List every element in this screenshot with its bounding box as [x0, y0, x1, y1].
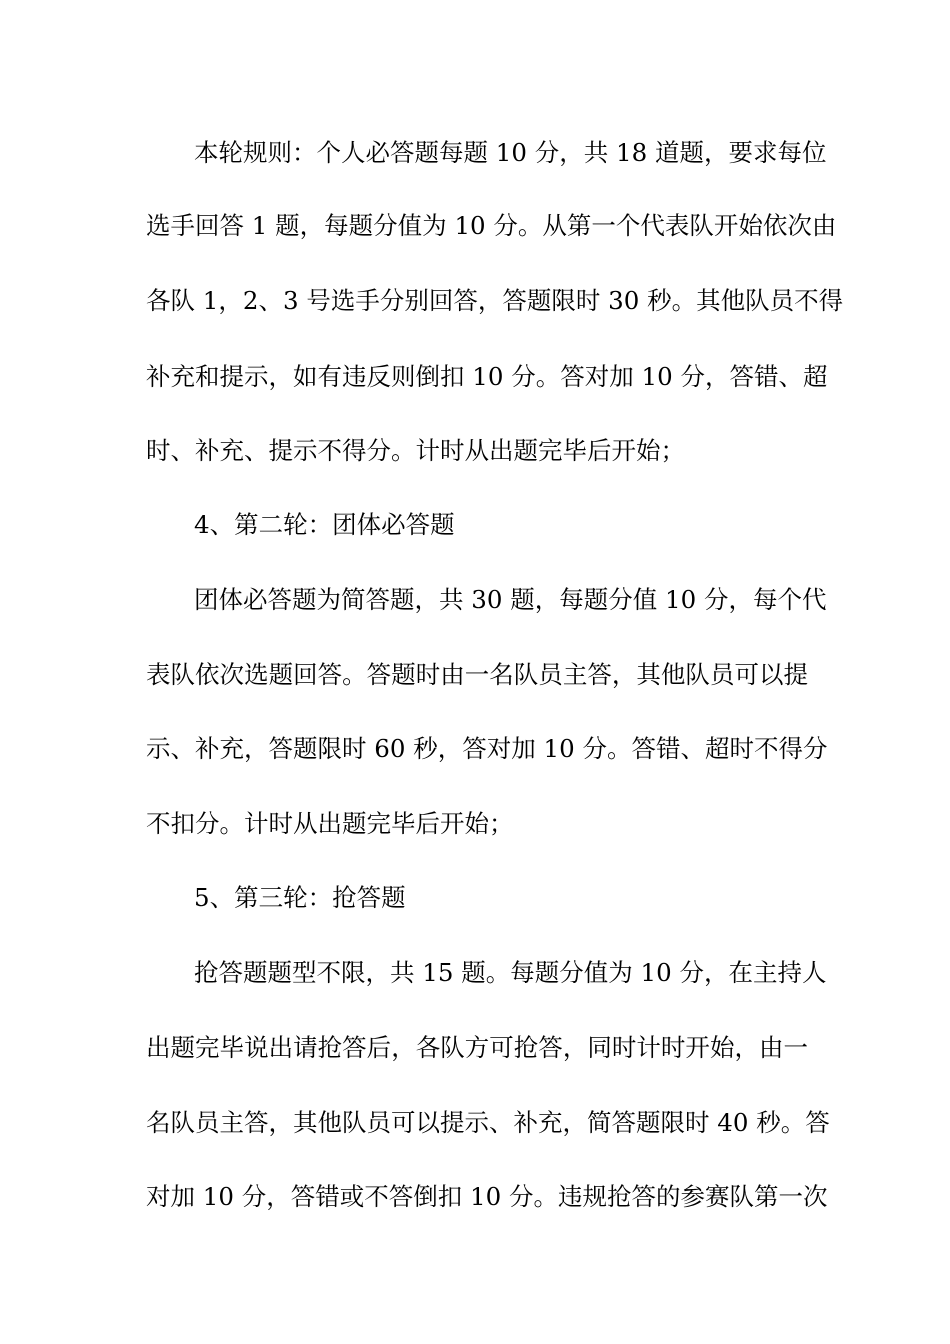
- paragraph-round2-line-4: 不扣分。计时从出题完毕后开始；: [146, 809, 514, 838]
- paragraph-rules-round1-line-1: 本轮规则：个人必答题每题 10 分，共 18 道题，要求每位: [194, 138, 827, 167]
- paragraph-rules-round1-line-5: 时、补充、提示不得分。计时从出题完毕后开始；: [146, 436, 685, 465]
- paragraph-round3-line-3: 名队员主答，其他队员可以提示、补充，简答题限时 40 秒。答: [146, 1108, 830, 1137]
- paragraph-rules-round1-line-4: 补充和提示，如有违反则倒扣 10 分。答对加 10 分，答错、超: [146, 362, 828, 391]
- paragraph-round2-line-3: 示、补充，答题限时 60 秒，答对加 10 分。答错、超时不得分: [146, 734, 828, 763]
- paragraph-round3-line-4: 对加 10 分，答错或不答倒扣 10 分。违规抢答的参赛队第一次: [146, 1182, 828, 1211]
- paragraph-round2-line-2: 表队依次选题回答。答题时由一名队员主答，其他队员可以提: [146, 660, 808, 689]
- paragraph-rules-round1-line-3: 各队 1，2、3 号选手分别回答，答题限时 30 秒。其他队员不得: [146, 286, 844, 315]
- section-heading-round3: 5、第三轮：抢答题: [194, 883, 406, 912]
- paragraph-round3-line-2: 出题完毕说出请抢答后，各队方可抢答，同时计时开始，由一: [146, 1033, 808, 1062]
- paragraph-round3-line-1: 抢答题题型不限，共 15 题。每题分值为 10 分，在主持人: [194, 958, 827, 987]
- section-heading-round2: 4、第二轮：团体必答题: [194, 510, 455, 539]
- paragraph-round2-line-1: 团体必答题为简答题，共 30 题，每题分值 10 分，每个代: [194, 585, 827, 614]
- paragraph-rules-round1-line-2: 选手回答 1 题，每题分值为 10 分。从第一个代表队开始依次由: [146, 211, 837, 240]
